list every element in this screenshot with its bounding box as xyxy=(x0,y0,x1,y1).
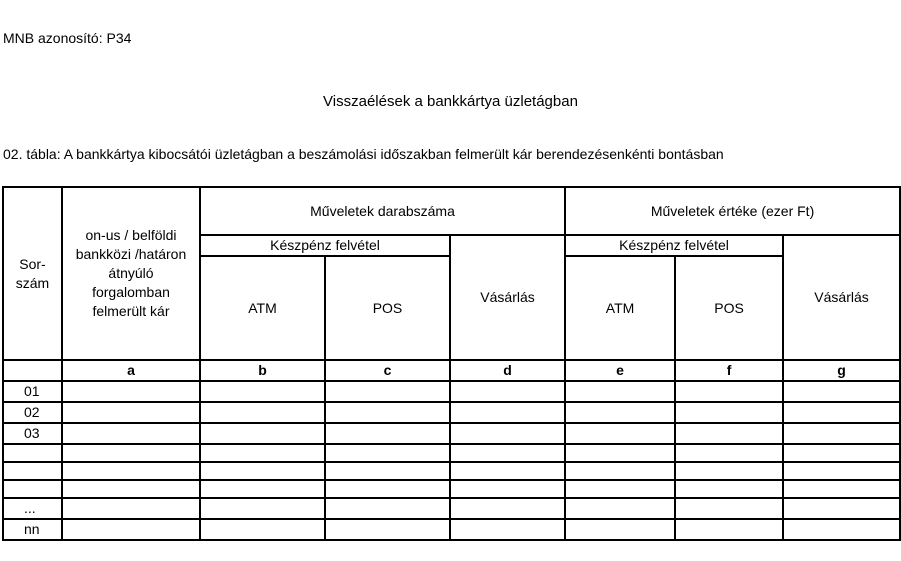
damage-table xyxy=(2,186,901,541)
subheader-cash-withdrawal-value: Készpénz felvétel xyxy=(565,235,783,256)
letter-cell: c xyxy=(325,360,450,381)
table-cell[interactable] xyxy=(200,462,325,480)
table-cell[interactable] xyxy=(675,480,783,498)
table-row xyxy=(3,402,900,423)
table-cell[interactable] xyxy=(325,402,450,423)
table-row xyxy=(3,480,900,498)
table-cell[interactable] xyxy=(62,402,200,423)
letter-cell-empty xyxy=(3,360,62,381)
row-number: 01 xyxy=(3,381,62,402)
table-cell[interactable] xyxy=(62,423,200,444)
table-cell[interactable] xyxy=(325,480,450,498)
table-cell[interactable] xyxy=(325,519,450,540)
table-cell[interactable] xyxy=(783,480,900,498)
table-row xyxy=(3,498,900,519)
table-cell[interactable] xyxy=(565,402,675,423)
table-cell[interactable] xyxy=(200,423,325,444)
table-cell[interactable] xyxy=(783,519,900,540)
table-cell[interactable] xyxy=(200,498,325,519)
table-cell[interactable] xyxy=(565,498,675,519)
table-cell[interactable] xyxy=(325,423,450,444)
table-cell[interactable] xyxy=(200,444,325,462)
col-header-pos-value: POS xyxy=(675,256,783,360)
table-cell[interactable] xyxy=(565,444,675,462)
table-caption: 02. tábla: A bankkártya kibocsátói üzletágban a beszámolási időszakban felmerült kár berendezésenkénti bontásban xyxy=(3,146,724,162)
table-cell[interactable] xyxy=(62,498,200,519)
letter-cell: g xyxy=(783,360,900,381)
table-cell[interactable] xyxy=(450,498,565,519)
table-cell[interactable] xyxy=(675,423,783,444)
table-cell[interactable] xyxy=(62,381,200,402)
table-cell[interactable] xyxy=(783,498,900,519)
col-header-rownum: Sor-szám xyxy=(3,187,62,360)
table-row xyxy=(3,381,900,402)
row-number xyxy=(3,444,62,462)
table-cell[interactable] xyxy=(675,381,783,402)
table-cell[interactable] xyxy=(325,498,450,519)
table-cell[interactable] xyxy=(200,519,325,540)
table-cell[interactable] xyxy=(450,381,565,402)
table-cell[interactable] xyxy=(565,462,675,480)
mnb-identifier: MNB azonosító: P34 xyxy=(3,30,132,46)
col-header-pos-count: POS xyxy=(325,256,450,360)
table-cell[interactable] xyxy=(675,402,783,423)
letter-cell: f xyxy=(675,360,783,381)
row-number xyxy=(3,480,62,498)
table-cell[interactable] xyxy=(783,444,900,462)
table-cell[interactable] xyxy=(450,480,565,498)
table-cell[interactable] xyxy=(675,519,783,540)
table-cell[interactable] xyxy=(450,423,565,444)
table-cell[interactable] xyxy=(62,462,200,480)
table-row xyxy=(3,423,900,444)
table-cell[interactable] xyxy=(783,423,900,444)
row-number: 02 xyxy=(3,402,62,423)
table-cell[interactable] xyxy=(783,462,900,480)
col-header-onus: on-us / belföldi bankközi /határon átnyúló forgalomban felmerült kár xyxy=(62,187,200,360)
table-cell[interactable] xyxy=(783,381,900,402)
col-header-purchase-count: Vásárlás xyxy=(450,235,565,360)
subheader-cash-withdrawal-count: Készpénz felvétel xyxy=(200,235,450,256)
table-cell[interactable] xyxy=(565,519,675,540)
table-row xyxy=(3,519,900,540)
document-title: Visszaélések a bankkártya üzletágban xyxy=(323,93,578,110)
table-cell[interactable] xyxy=(565,423,675,444)
table-cell[interactable] xyxy=(450,519,565,540)
col-header-atm-count: ATM xyxy=(200,256,325,360)
table-cell[interactable] xyxy=(675,498,783,519)
table-cell[interactable] xyxy=(450,402,565,423)
row-number: ... xyxy=(3,498,62,519)
table-cell[interactable] xyxy=(450,444,565,462)
column-letter-row xyxy=(3,360,900,381)
letter-cell: e xyxy=(565,360,675,381)
table-cell[interactable] xyxy=(200,402,325,423)
table-cell[interactable] xyxy=(200,381,325,402)
row-number xyxy=(3,462,62,480)
letter-cell: b xyxy=(200,360,325,381)
col-header-purchase-value: Vásárlás xyxy=(783,235,900,360)
table-cell[interactable] xyxy=(450,462,565,480)
table-cell[interactable] xyxy=(783,402,900,423)
letter-cell: d xyxy=(450,360,565,381)
col-header-atm-value: ATM xyxy=(565,256,675,360)
table-cell[interactable] xyxy=(565,381,675,402)
group-header-value: Műveletek értéke (ezer Ft) xyxy=(565,187,900,235)
group-header-count: Műveletek darabszáma xyxy=(200,187,565,235)
table-cell[interactable] xyxy=(62,519,200,540)
table-row xyxy=(3,462,900,480)
table-cell[interactable] xyxy=(675,462,783,480)
row-number: 03 xyxy=(3,423,62,444)
table-cell[interactable] xyxy=(62,480,200,498)
row-number: nn xyxy=(3,519,62,540)
table-cell[interactable] xyxy=(325,381,450,402)
table-cell[interactable] xyxy=(62,444,200,462)
letter-cell: a xyxy=(62,360,200,381)
table-cell[interactable] xyxy=(325,462,450,480)
table-cell[interactable] xyxy=(565,480,675,498)
table-row xyxy=(3,444,900,462)
table-cell[interactable] xyxy=(200,480,325,498)
table-cell[interactable] xyxy=(325,444,450,462)
table-cell[interactable] xyxy=(675,444,783,462)
